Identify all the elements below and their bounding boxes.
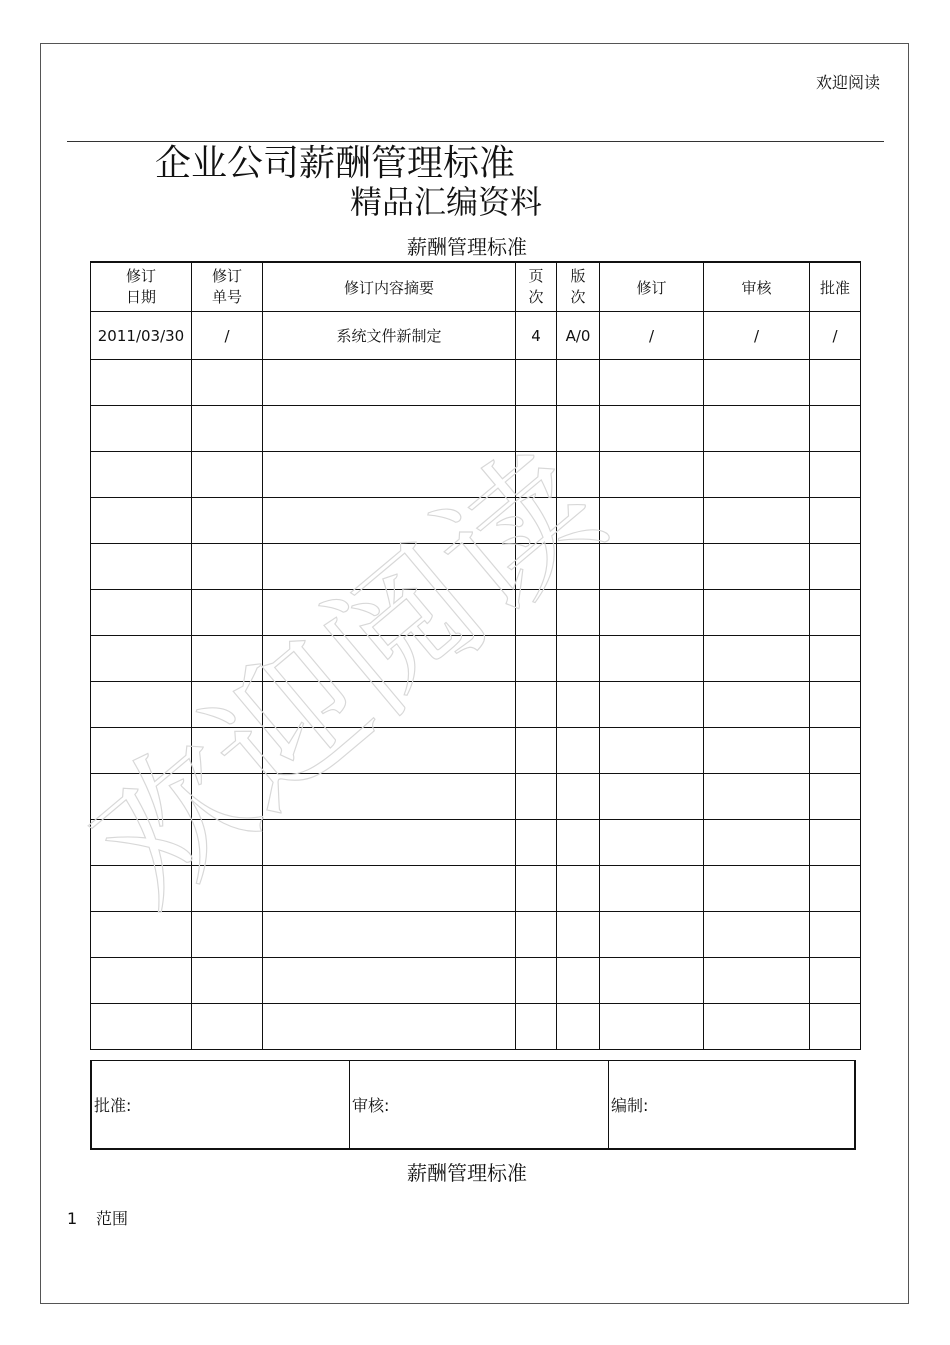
table-cell bbox=[192, 452, 263, 498]
table-cell bbox=[704, 406, 810, 452]
table-cell bbox=[516, 728, 557, 774]
table-cell bbox=[516, 866, 557, 912]
table-row bbox=[91, 590, 861, 636]
table-cell bbox=[704, 544, 810, 590]
table-cell bbox=[263, 728, 516, 774]
table-cell bbox=[600, 820, 704, 866]
table-cell bbox=[91, 544, 192, 590]
table-cell bbox=[557, 590, 600, 636]
table-row bbox=[91, 1004, 861, 1050]
table-cell bbox=[557, 912, 600, 958]
table-cell bbox=[704, 820, 810, 866]
table-cell bbox=[704, 682, 810, 728]
cell-approved: / bbox=[810, 312, 861, 360]
table-cell bbox=[600, 958, 704, 1004]
table-cell bbox=[600, 728, 704, 774]
table-row bbox=[91, 544, 861, 590]
table-cell bbox=[91, 866, 192, 912]
table-cell bbox=[704, 452, 810, 498]
table-cell bbox=[600, 682, 704, 728]
table-cell bbox=[263, 590, 516, 636]
header-approved: 批准 bbox=[810, 262, 861, 312]
table-cell bbox=[192, 406, 263, 452]
table-cell bbox=[91, 498, 192, 544]
table-cell bbox=[192, 590, 263, 636]
table-row bbox=[91, 498, 861, 544]
table-cell bbox=[192, 498, 263, 544]
table-row bbox=[91, 958, 861, 1004]
table-header-row bbox=[91, 262, 861, 312]
header-reviewed: 审核 bbox=[704, 262, 810, 312]
table-cell bbox=[91, 728, 192, 774]
table-cell bbox=[192, 866, 263, 912]
table-cell bbox=[810, 912, 861, 958]
table-row bbox=[91, 406, 861, 452]
table-cell bbox=[91, 958, 192, 1004]
cell-doc-no: / bbox=[192, 312, 263, 360]
table-cell bbox=[557, 452, 600, 498]
table-cell bbox=[557, 406, 600, 452]
table-cell bbox=[516, 544, 557, 590]
table-cell bbox=[192, 820, 263, 866]
table-cell bbox=[516, 406, 557, 452]
section-scope bbox=[67, 1206, 128, 1229]
document-title-line2: 精品汇编资料 bbox=[350, 183, 543, 221]
header-date: 修订 日期 bbox=[91, 262, 192, 312]
table-cell bbox=[516, 774, 557, 820]
header-summary: 修订内容摘要 bbox=[263, 262, 516, 312]
table-cell bbox=[263, 958, 516, 1004]
table-cell bbox=[557, 958, 600, 1004]
table-cell bbox=[263, 498, 516, 544]
signoff-approve: 批准: bbox=[92, 1061, 350, 1148]
table-cell bbox=[192, 958, 263, 1004]
table-cell bbox=[810, 682, 861, 728]
table-cell bbox=[810, 728, 861, 774]
table-cell bbox=[600, 406, 704, 452]
table-cell bbox=[516, 590, 557, 636]
table-cell bbox=[91, 1004, 192, 1050]
table-cell bbox=[91, 912, 192, 958]
table-row bbox=[91, 452, 861, 498]
table-cell bbox=[704, 912, 810, 958]
table-cell bbox=[263, 544, 516, 590]
table-cell bbox=[704, 1004, 810, 1050]
table-cell bbox=[810, 498, 861, 544]
table-cell bbox=[600, 452, 704, 498]
watermark-text: 欢迎阅读 bbox=[61, 418, 633, 938]
cell-date: 2011/03/30 bbox=[91, 312, 192, 360]
table-row bbox=[91, 728, 861, 774]
table-row bbox=[91, 866, 861, 912]
table-cell bbox=[192, 682, 263, 728]
table-cell bbox=[91, 590, 192, 636]
table-cell bbox=[600, 360, 704, 406]
header-rule bbox=[67, 141, 884, 142]
header-revised: 修订 bbox=[600, 262, 704, 312]
table-cell bbox=[704, 498, 810, 544]
table-cell bbox=[263, 774, 516, 820]
table-cell bbox=[557, 636, 600, 682]
table-cell bbox=[263, 406, 516, 452]
table-cell bbox=[516, 820, 557, 866]
table-cell bbox=[600, 866, 704, 912]
table-cell bbox=[600, 590, 704, 636]
table-cell bbox=[263, 682, 516, 728]
table-cell bbox=[91, 360, 192, 406]
table-row bbox=[91, 360, 861, 406]
table-cell bbox=[810, 544, 861, 590]
table-cell bbox=[557, 360, 600, 406]
document-title-line1: 企业公司薪酬管理标准 bbox=[155, 143, 516, 184]
table-cell bbox=[516, 636, 557, 682]
table-cell bbox=[557, 728, 600, 774]
table-cell bbox=[557, 498, 600, 544]
table-cell bbox=[263, 912, 516, 958]
table-cell bbox=[704, 866, 810, 912]
table-cell bbox=[600, 498, 704, 544]
table-cell bbox=[704, 590, 810, 636]
table-row bbox=[91, 820, 861, 866]
cell-reviewed: / bbox=[704, 312, 810, 360]
table-cell bbox=[263, 636, 516, 682]
table-row bbox=[91, 912, 861, 958]
table-cell bbox=[516, 958, 557, 1004]
table-row bbox=[91, 774, 861, 820]
table-cell bbox=[704, 728, 810, 774]
cell-summary: 系统文件新制定 bbox=[263, 312, 516, 360]
table-cell bbox=[192, 912, 263, 958]
header-version: 版 次 bbox=[557, 262, 600, 312]
table-cell bbox=[516, 682, 557, 728]
table-cell bbox=[263, 820, 516, 866]
table-cell bbox=[810, 1004, 861, 1050]
table-cell bbox=[192, 1004, 263, 1050]
header-page: 页 次 bbox=[516, 262, 557, 312]
table-cell bbox=[557, 774, 600, 820]
table-cell bbox=[91, 406, 192, 452]
table-cell bbox=[810, 866, 861, 912]
table-cell bbox=[192, 360, 263, 406]
table-cell bbox=[810, 406, 861, 452]
table-cell bbox=[91, 774, 192, 820]
table-cell bbox=[810, 452, 861, 498]
table-cell bbox=[516, 452, 557, 498]
table-cell bbox=[192, 636, 263, 682]
table-cell bbox=[516, 912, 557, 958]
table-row bbox=[91, 682, 861, 728]
table-cell bbox=[516, 498, 557, 544]
table-cell bbox=[810, 820, 861, 866]
table-cell bbox=[704, 360, 810, 406]
header-text: 欢迎阅读 bbox=[815, 73, 880, 92]
table-cell bbox=[91, 682, 192, 728]
table-cell bbox=[704, 636, 810, 682]
table-cell bbox=[263, 360, 516, 406]
table-cell bbox=[810, 590, 861, 636]
table-row bbox=[91, 636, 861, 682]
signoff-bar bbox=[90, 1060, 856, 1150]
table-cell bbox=[516, 360, 557, 406]
table-cell bbox=[557, 682, 600, 728]
table-cell bbox=[600, 544, 704, 590]
section-title: 范围 bbox=[96, 1209, 129, 1228]
table-cell bbox=[263, 866, 516, 912]
table-cell bbox=[810, 360, 861, 406]
table-cell bbox=[600, 774, 704, 820]
table-cell bbox=[557, 820, 600, 866]
table-cell bbox=[810, 636, 861, 682]
table-caption: 薪酬管理标准 bbox=[407, 235, 527, 259]
cell-revised: / bbox=[600, 312, 704, 360]
header-doc-no: 修订 单号 bbox=[192, 262, 263, 312]
signoff-compile: 编制: bbox=[611, 1096, 649, 1115]
table-cell bbox=[263, 452, 516, 498]
table-cell bbox=[557, 1004, 600, 1050]
cell-page: 4 bbox=[516, 312, 557, 360]
table-cell bbox=[91, 820, 192, 866]
table-cell bbox=[516, 1004, 557, 1050]
cell-version: A/0 bbox=[557, 312, 600, 360]
table-cell bbox=[600, 636, 704, 682]
table-cell bbox=[557, 544, 600, 590]
section-number: 1 bbox=[67, 1209, 78, 1228]
table-cell bbox=[263, 1004, 516, 1050]
table-cell bbox=[557, 866, 600, 912]
table-cell bbox=[600, 912, 704, 958]
table-cell bbox=[91, 636, 192, 682]
signoff-review: 审核: bbox=[350, 1061, 609, 1148]
section-heading: 薪酬管理标准 bbox=[407, 1161, 527, 1185]
table-cell bbox=[810, 774, 861, 820]
table-cell bbox=[600, 1004, 704, 1050]
table-cell bbox=[192, 774, 263, 820]
table-cell bbox=[192, 728, 263, 774]
table-cell bbox=[91, 452, 192, 498]
table-cell bbox=[192, 544, 263, 590]
table-cell bbox=[704, 958, 810, 1004]
table-cell bbox=[810, 958, 861, 1004]
table-row bbox=[91, 312, 861, 360]
table-cell bbox=[704, 774, 810, 820]
revision-table bbox=[90, 261, 861, 1050]
